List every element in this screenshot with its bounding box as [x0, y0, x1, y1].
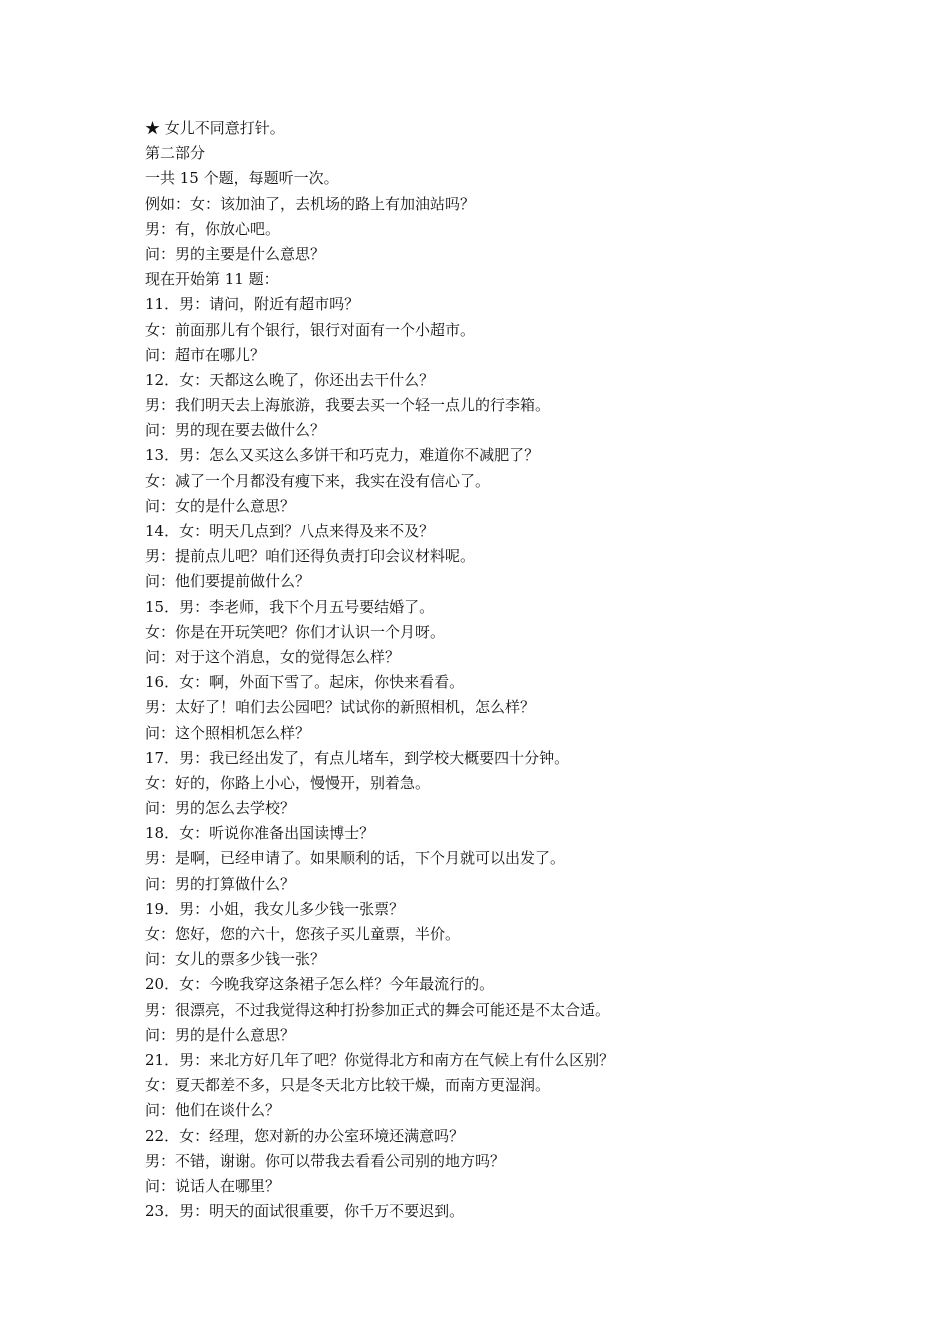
transcript-line: 女：夏天都差不多，只是冬天北方比较干燥，而南方更湿润。	[145, 1076, 551, 1095]
transcript-line: 问：他们要提前做什么？	[145, 572, 311, 591]
transcript-line: 问：男的是什么意思？	[145, 1025, 296, 1044]
transcript-line: 12．女：天都这么晚了，你还出去干什么？	[145, 370, 435, 389]
transcript-line: 问：对于这个消息，女的觉得怎么样？	[145, 647, 401, 666]
transcript-line: 男：是啊，已经申请了。如果顺利的话，下个月就可以出发了。	[145, 849, 566, 868]
transcript-line: 22．女：经理，您对新的办公室环境还满意吗？	[145, 1126, 465, 1145]
document-body	[145, 116, 705, 1224]
transcript-line: 一共 15 个题，每题听一次。	[145, 169, 339, 188]
transcript-line: 男：我们明天去上海旅游，我要去买一个轻一点儿的行李箱。	[145, 396, 551, 415]
transcript-line: 问：他们在谈什么？	[145, 1101, 281, 1120]
transcript-line: 问：这个照相机怎么样？	[145, 723, 311, 742]
transcript-line: 男：有，你放心吧。	[145, 219, 281, 238]
transcript-line: 20．女：今晚我穿这条裙子怎么样？今年最流行的。	[145, 975, 495, 994]
transcript-line: 21．男：来北方好几年了吧？你觉得北方和南方在气候上有什么区别？	[145, 1050, 615, 1069]
transcript-line: 女：好的，你路上小心，慢慢开，别着急。	[145, 773, 431, 792]
transcript-line: 23．男：明天的面试很重要，你千万不要迟到。	[145, 1202, 465, 1221]
transcript-line: 问：男的现在要去做什么？	[145, 421, 326, 440]
transcript-line: 问：女儿的票多少钱一张？	[145, 950, 326, 969]
transcript-line: 女：您好，您的六十，您孩子买儿童票，半价。	[145, 925, 461, 943]
transcript-line: 第二部分	[145, 144, 206, 163]
transcript-line: 18．女：听说你准备出国读博士？	[145, 824, 375, 843]
transcript-line: 11．男：请问，附近有超市吗？	[145, 295, 360, 314]
transcript-line: ★ 女儿不同意打针。	[145, 119, 285, 137]
transcript-line: 男：不错，谢谢。你可以带我去看看公司别的地方吗？	[145, 1151, 506, 1170]
transcript-line: 14．女：明天几点到？八点来得及来不及？	[145, 522, 435, 540]
transcript-line: 例如：女：该加油了，去机场的路上有加油站吗？	[145, 194, 476, 213]
transcript-line: 问：男的主要是什么意思？	[145, 244, 326, 263]
transcript-line: 问：男的怎么去学校？	[145, 799, 296, 818]
transcript-line: 男：太好了！咱们去公园吧？试试你的新照相机，怎么样？	[145, 698, 536, 717]
transcript-line: 13．男：怎么又买这么多饼干和巧克力，难道你不减肥了？	[145, 446, 540, 465]
transcript-line: 现在开始第 11 题：	[145, 270, 279, 289]
transcript-line: 19．男：小姐，我女儿多少钱一张票？	[145, 899, 405, 918]
transcript-line: 女：减了一个月都没有瘦下来，我实在没有信心了。	[145, 471, 491, 490]
transcript-line: 16．女：啊，外面下雪了。起床，你快来看看。	[145, 673, 465, 692]
transcript-line: 15．男：李老师，我下个月五号要结婚了。	[145, 597, 435, 616]
transcript-line: 问：超市在哪儿？	[145, 345, 266, 364]
transcript-line: 问：女的是什么意思？	[145, 496, 296, 515]
transcript-line: 问：说话人在哪里？	[145, 1176, 281, 1195]
transcript-line: 男：很漂亮，不过我觉得这种打扮参加正式的舞会可能还是不太合适。	[145, 1000, 611, 1019]
transcript-line: 男：提前点儿吧？咱们还得负责打印会议材料呢。	[145, 547, 476, 566]
transcript-line: 17．男：我已经出发了，有点儿堵车，到学校大概要四十分钟。	[145, 748, 570, 767]
transcript-line: 问：男的打算做什么？	[145, 874, 296, 893]
transcript-line: 女：前面那儿有个银行，银行对面有一个小超市。	[145, 320, 476, 339]
transcript-line: 女：你是在开玩笑吧？你们才认识一个月呀。	[145, 622, 446, 641]
